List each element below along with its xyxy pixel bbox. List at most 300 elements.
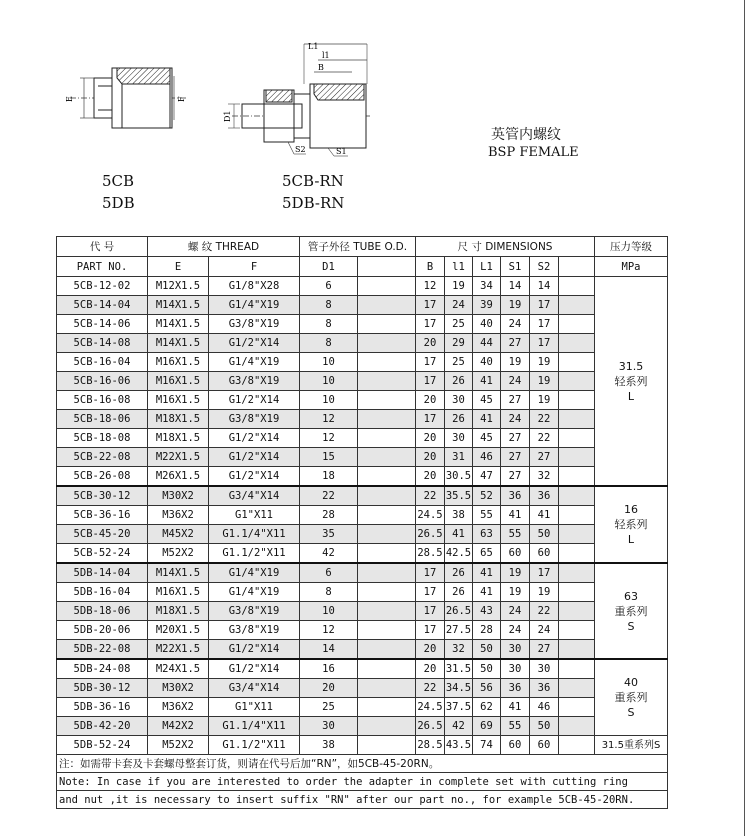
cell-s2: 32: [530, 467, 559, 487]
cell-part: 5CB-26-08: [57, 467, 148, 487]
cell-e: M16X1.5: [148, 372, 209, 391]
pressure-series: 轻系列: [614, 518, 648, 531]
cell-f: G1.1/4"X11: [209, 525, 300, 544]
header-l1-small: l1: [445, 257, 473, 277]
header-thread: 螺 纹 THREAD: [148, 237, 300, 257]
table-row: [57, 640, 668, 660]
spec-table: [56, 236, 668, 809]
cell-l1s: 24: [445, 296, 473, 315]
cell-f: G3/8"X19: [209, 372, 300, 391]
model-5db: 5DB: [102, 194, 135, 212]
cell-b: 20: [416, 467, 445, 487]
cell-blank: [358, 448, 416, 467]
cell-f: G1/8"X28: [209, 277, 300, 296]
cell-e: M18X1.5: [148, 429, 209, 448]
cell-s1: 27: [501, 467, 530, 487]
table-row: [57, 467, 668, 487]
cell-b: 20: [416, 334, 445, 353]
cell-d1: 18: [300, 467, 358, 487]
cell-s2: 27: [530, 640, 559, 660]
cell-d1: 20: [300, 679, 358, 698]
cell-blank: [559, 391, 595, 410]
fitting-drawing-left: [62, 58, 192, 148]
cell-f: G1/4"X19: [209, 353, 300, 372]
cell-e: M16X1.5: [148, 391, 209, 410]
cell-l1s: 34.5: [445, 679, 473, 698]
table-row: [57, 486, 668, 506]
cell-s1: 27: [501, 429, 530, 448]
cell-l1: 28: [473, 621, 501, 640]
cell-l1: 45: [473, 391, 501, 410]
cell-e: M30X2: [148, 486, 209, 506]
cell-l1: 55: [473, 506, 501, 525]
cell-blank: [358, 410, 416, 429]
model-label-left: [102, 170, 135, 214]
cell-blank: [559, 334, 595, 353]
cell-s2: 36: [530, 679, 559, 698]
cell-l1: 45: [473, 429, 501, 448]
label-s2: S2: [295, 145, 306, 154]
cell-l1s: 26: [445, 372, 473, 391]
cell-blank: [358, 563, 416, 583]
model-5db-rn: 5DB-RN: [282, 194, 345, 212]
pressure-code: S: [627, 706, 635, 719]
cell-b: 24.5: [416, 698, 445, 717]
cell-blank: [358, 506, 416, 525]
cell-s1: 55: [501, 717, 530, 736]
cell-f: G3/8"X19: [209, 315, 300, 334]
label-d1: D1: [223, 110, 232, 122]
note-row: [57, 773, 668, 791]
cell-d1: 10: [300, 353, 358, 372]
header-mpa: MPa: [595, 257, 668, 277]
cell-l1: 65: [473, 544, 501, 564]
header-f: F: [209, 257, 300, 277]
header-part-no: PART NO.: [57, 257, 148, 277]
cell-e: M18X1.5: [148, 602, 209, 621]
cell-d1: 12: [300, 429, 358, 448]
cell-f: G1/2"X14: [209, 467, 300, 487]
cell-d1: 16: [300, 659, 358, 679]
cell-blank: [358, 698, 416, 717]
cell-f: G1/4"X19: [209, 296, 300, 315]
cell-d1: 6: [300, 563, 358, 583]
table-row: [57, 717, 668, 736]
table-row: [57, 334, 668, 353]
cell-blank: [358, 391, 416, 410]
cell-s1: 27: [501, 448, 530, 467]
table-row: [57, 621, 668, 640]
label-l1: l1: [322, 51, 330, 60]
cell-s2: 22: [530, 602, 559, 621]
section-title-cn: 英管内螺纹: [491, 127, 561, 143]
cell-s2: 17: [530, 315, 559, 334]
cell-l1s: 37.5: [445, 698, 473, 717]
cell-blank: [559, 602, 595, 621]
cell-e: M30X2: [148, 679, 209, 698]
section-title-en: BSP FEMALE: [488, 145, 579, 160]
cell-b: 17: [416, 583, 445, 602]
cell-e: M52X2: [148, 736, 209, 755]
table-row: [57, 583, 668, 602]
cell-s2: 30: [530, 659, 559, 679]
table-row: [57, 410, 668, 429]
cell-d1: 38: [300, 736, 358, 755]
cell-part: 5CB-52-24: [57, 544, 148, 564]
cell-s1: 19: [501, 563, 530, 583]
table-row: [57, 659, 668, 679]
cell-b: 20: [416, 640, 445, 660]
cell-s2: 46: [530, 698, 559, 717]
cell-blank: [559, 410, 595, 429]
cell-l1s: 25: [445, 353, 473, 372]
table-row: [57, 544, 668, 564]
header-s2: S2: [530, 257, 559, 277]
table-row: [57, 448, 668, 467]
cell-blank: [559, 506, 595, 525]
cell-part: 5CB-14-06: [57, 315, 148, 334]
cell-s1: 41: [501, 698, 530, 717]
cell-e: M22X1.5: [148, 640, 209, 660]
cell-l1s: 25: [445, 315, 473, 334]
cell-b: 12: [416, 277, 445, 296]
cell-l1: 41: [473, 563, 501, 583]
cell-l1: 69: [473, 717, 501, 736]
cell-l1: 41: [473, 372, 501, 391]
cell-s2: 36: [530, 486, 559, 506]
cell-s1: 60: [501, 736, 530, 755]
cell-blank: [559, 736, 595, 755]
model-label-right: [282, 170, 344, 214]
cell-e: M12X1.5: [148, 277, 209, 296]
cell-b: 17: [416, 410, 445, 429]
cell-l1s: 29: [445, 334, 473, 353]
cell-l1: 63: [473, 525, 501, 544]
cell-l1: 52: [473, 486, 501, 506]
cell-l1: 39: [473, 296, 501, 315]
cell-d1: 25: [300, 698, 358, 717]
cell-f: G3/8"X19: [209, 621, 300, 640]
cell-s2: 14: [530, 277, 559, 296]
cell-s1: 24: [501, 602, 530, 621]
cell-l1: 40: [473, 353, 501, 372]
cell-l1s: 35.5: [445, 486, 473, 506]
cell-blank: [559, 698, 595, 717]
note-en1: Note: In case if you are interested to order the adapter in complete set with cutting ring: [57, 773, 668, 791]
cell-blank: [559, 353, 595, 372]
cell-blank: [559, 679, 595, 698]
cell-s1: 19: [501, 583, 530, 602]
cell-l1: 62: [473, 698, 501, 717]
cell-blank: [358, 602, 416, 621]
cell-f: G1/2"X14: [209, 334, 300, 353]
cell-l1: 47: [473, 467, 501, 487]
label-b: B: [318, 63, 324, 72]
table-row: [57, 698, 668, 717]
cell-s2: 19: [530, 583, 559, 602]
model-5cb-rn: 5CB-RN: [282, 172, 344, 190]
cell-f: G1/2"X14: [209, 640, 300, 660]
cell-b: 17: [416, 353, 445, 372]
cell-s2: 27: [530, 448, 559, 467]
cell-b: 17: [416, 315, 445, 334]
cell-d1: 12: [300, 621, 358, 640]
label-e: E: [65, 96, 74, 102]
pressure-value: 31.5: [618, 359, 644, 373]
cell-l1s: 32: [445, 640, 473, 660]
cell-blank: [559, 277, 595, 296]
cell-b: 17: [416, 372, 445, 391]
table-row: [57, 372, 668, 391]
cell-b: 20: [416, 448, 445, 467]
pressure-code: L: [627, 389, 635, 403]
cell-blank: [559, 583, 595, 602]
cell-l1s: 30.5: [445, 467, 473, 487]
cell-d1: 8: [300, 334, 358, 353]
cell-part: 5DB-24-08: [57, 659, 148, 679]
cell-b: 28.5: [416, 544, 445, 564]
cell-d1: 28: [300, 506, 358, 525]
cell-s2: 19: [530, 372, 559, 391]
cell-s2: 17: [530, 296, 559, 315]
cell-s2: 19: [530, 353, 559, 372]
cell-e: M36X2: [148, 698, 209, 717]
cell-s2: 22: [530, 429, 559, 448]
cell-f: G1/2"X14: [209, 448, 300, 467]
header-row-1: [57, 237, 668, 257]
pressure-group: [595, 736, 668, 755]
table-row: [57, 525, 668, 544]
cell-e: M36X2: [148, 506, 209, 525]
cell-part: 5DB-52-24: [57, 736, 148, 755]
cell-f: G1/2"X14: [209, 391, 300, 410]
cell-blank: [358, 583, 416, 602]
label-L1: L1: [308, 42, 319, 51]
cell-blank: [358, 315, 416, 334]
cell-part: 5DB-36-16: [57, 698, 148, 717]
cell-blank: [358, 296, 416, 315]
cell-e: M16X1.5: [148, 353, 209, 372]
label-s1: S1: [336, 147, 347, 156]
header-s1: S1: [501, 257, 530, 277]
cell-part: 5CB-16-08: [57, 391, 148, 410]
cell-blank: [358, 353, 416, 372]
header-code: 代 号: [57, 237, 148, 257]
cell-s2: 50: [530, 717, 559, 736]
cell-s2: 17: [530, 563, 559, 583]
pressure-code: S: [627, 619, 635, 633]
cell-f: G1/4"X19: [209, 563, 300, 583]
cell-d1: 15: [300, 448, 358, 467]
cell-e: M52X2: [148, 544, 209, 564]
cell-blank: [358, 640, 416, 660]
header-blank: [358, 257, 416, 277]
cell-f: G3/8"X19: [209, 410, 300, 429]
cell-blank: [358, 621, 416, 640]
cell-s1: 19: [501, 296, 530, 315]
cell-blank: [358, 544, 416, 564]
cell-part: 5CB-30-12: [57, 486, 148, 506]
cell-b: 17: [416, 621, 445, 640]
cell-s2: 19: [530, 391, 559, 410]
header-l1: L1: [473, 257, 501, 277]
cell-part: 5CB-14-04: [57, 296, 148, 315]
cell-d1: 6: [300, 277, 358, 296]
table-row: [57, 353, 668, 372]
cell-blank: [358, 429, 416, 448]
cell-l1: 56: [473, 679, 501, 698]
cell-part: 5CB-16-04: [57, 353, 148, 372]
cell-s1: 30: [501, 659, 530, 679]
cell-l1s: 26: [445, 583, 473, 602]
cell-f: G1/4"X19: [209, 583, 300, 602]
cell-s1: 14: [501, 277, 530, 296]
cell-s2: 60: [530, 544, 559, 564]
table-row: [57, 277, 668, 296]
cell-s2: 50: [530, 525, 559, 544]
cell-part: 5CB-18-06: [57, 410, 148, 429]
header-b: B: [416, 257, 445, 277]
pressure-group: [595, 277, 668, 487]
cell-f: G1.1/2"X11: [209, 544, 300, 564]
cell-l1s: 31.5: [445, 659, 473, 679]
table-row: [57, 315, 668, 334]
cell-b: 20: [416, 391, 445, 410]
cell-s2: 17: [530, 334, 559, 353]
cell-d1: 12: [300, 410, 358, 429]
cell-blank: [358, 679, 416, 698]
pressure-value: 63: [624, 589, 638, 603]
cell-blank: [559, 486, 595, 506]
cell-d1: 30: [300, 717, 358, 736]
cell-f: G1/2"X14: [209, 429, 300, 448]
cell-blank: [559, 659, 595, 679]
cell-part: 5DB-20-06: [57, 621, 148, 640]
cell-l1s: 26: [445, 563, 473, 583]
cell-blank: [358, 372, 416, 391]
table-row: [57, 296, 668, 315]
note-en2: and nut ,it is necessary to insert suffix "RN" after our part no., for example 5CB-45-20RN.: [57, 791, 668, 809]
table-row: [57, 602, 668, 621]
cell-d1: 42: [300, 544, 358, 564]
pressure-group: [595, 659, 668, 736]
cell-s1: 27: [501, 391, 530, 410]
cell-blank: [559, 563, 595, 583]
cell-s1: 60: [501, 544, 530, 564]
cell-f: G1/2"X14: [209, 659, 300, 679]
cell-s1: 41: [501, 506, 530, 525]
cell-l1: 43: [473, 602, 501, 621]
cell-l1s: 41: [445, 525, 473, 544]
cell-part: 5DB-14-04: [57, 563, 148, 583]
cell-f: G1"X11: [209, 506, 300, 525]
cell-l1: 44: [473, 334, 501, 353]
cell-l1s: 31: [445, 448, 473, 467]
cell-part: 5DB-22-08: [57, 640, 148, 660]
cell-s2: 24: [530, 621, 559, 640]
table-row: [57, 563, 668, 583]
cell-e: M20X1.5: [148, 621, 209, 640]
cell-blank: [358, 486, 416, 506]
header-pressure: 压力等级: [595, 237, 668, 257]
model-5cb: 5CB: [102, 172, 135, 190]
table-row: [57, 391, 668, 410]
pressure-value: 40: [624, 676, 638, 689]
header-tube: 管子外径 TUBE O.D.: [300, 237, 416, 257]
cell-part: 5CB-14-08: [57, 334, 148, 353]
cell-d1: 8: [300, 296, 358, 315]
cell-l1: 50: [473, 640, 501, 660]
cell-l1s: 26.5: [445, 602, 473, 621]
cell-f: G1"X11: [209, 698, 300, 717]
cell-f: G1.1/4"X11: [209, 717, 300, 736]
cell-blank: [559, 544, 595, 564]
cell-blank: [559, 467, 595, 487]
table-row: [57, 506, 668, 525]
cell-b: 17: [416, 602, 445, 621]
cell-e: M14X1.5: [148, 334, 209, 353]
cell-l1s: 42.5: [445, 544, 473, 564]
cell-l1: 50: [473, 659, 501, 679]
cell-blank: [358, 525, 416, 544]
cell-d1: 22: [300, 486, 358, 506]
cell-s1: 55: [501, 525, 530, 544]
cell-part: 5CB-12-02: [57, 277, 148, 296]
cell-part: 5CB-18-08: [57, 429, 148, 448]
cell-b: 20: [416, 659, 445, 679]
cell-e: M26X1.5: [148, 467, 209, 487]
cell-s1: 24: [501, 372, 530, 391]
cell-d1: 10: [300, 391, 358, 410]
cell-e: M24X1.5: [148, 659, 209, 679]
cell-d1: 14: [300, 640, 358, 660]
label-f: F: [177, 96, 186, 102]
cell-blank: [559, 621, 595, 640]
cell-e: M18X1.5: [148, 410, 209, 429]
cell-blank: [559, 448, 595, 467]
cell-f: G1.1/2"X11: [209, 736, 300, 755]
cell-s2: 60: [530, 736, 559, 755]
cell-b: 26.5: [416, 525, 445, 544]
cell-l1s: 42: [445, 717, 473, 736]
cell-b: 20: [416, 429, 445, 448]
cell-blank: [559, 296, 595, 315]
cell-l1: 34: [473, 277, 501, 296]
cell-f: G3/4"X14: [209, 679, 300, 698]
header-e: E: [148, 257, 209, 277]
cell-part: 5CB-36-16: [57, 506, 148, 525]
cell-l1s: 19: [445, 277, 473, 296]
cell-e: M22X1.5: [148, 448, 209, 467]
cell-s1: 24: [501, 621, 530, 640]
cell-b: 28.5: [416, 736, 445, 755]
pressure-value: 31.5重系列S: [601, 739, 661, 751]
note-cn: 注：如需带卡套及卡套螺母整套订货，则请在代号后加“RN”，如5CB-45-20RN。: [57, 755, 668, 773]
cell-part: 5CB-22-08: [57, 448, 148, 467]
cell-s2: 41: [530, 506, 559, 525]
cell-e: M16X1.5: [148, 583, 209, 602]
cell-s1: 27: [501, 334, 530, 353]
cell-b: 22: [416, 486, 445, 506]
pressure-code: L: [627, 533, 635, 546]
pressure-series: 重系列: [614, 691, 648, 704]
cell-s2: 22: [530, 410, 559, 429]
cell-l1: 46: [473, 448, 501, 467]
header-dimensions: 尺 寸 DIMENSIONS: [416, 237, 595, 257]
cell-blank: [358, 467, 416, 487]
cell-e: M14X1.5: [148, 296, 209, 315]
pressure-series: 轻系列: [614, 374, 648, 388]
